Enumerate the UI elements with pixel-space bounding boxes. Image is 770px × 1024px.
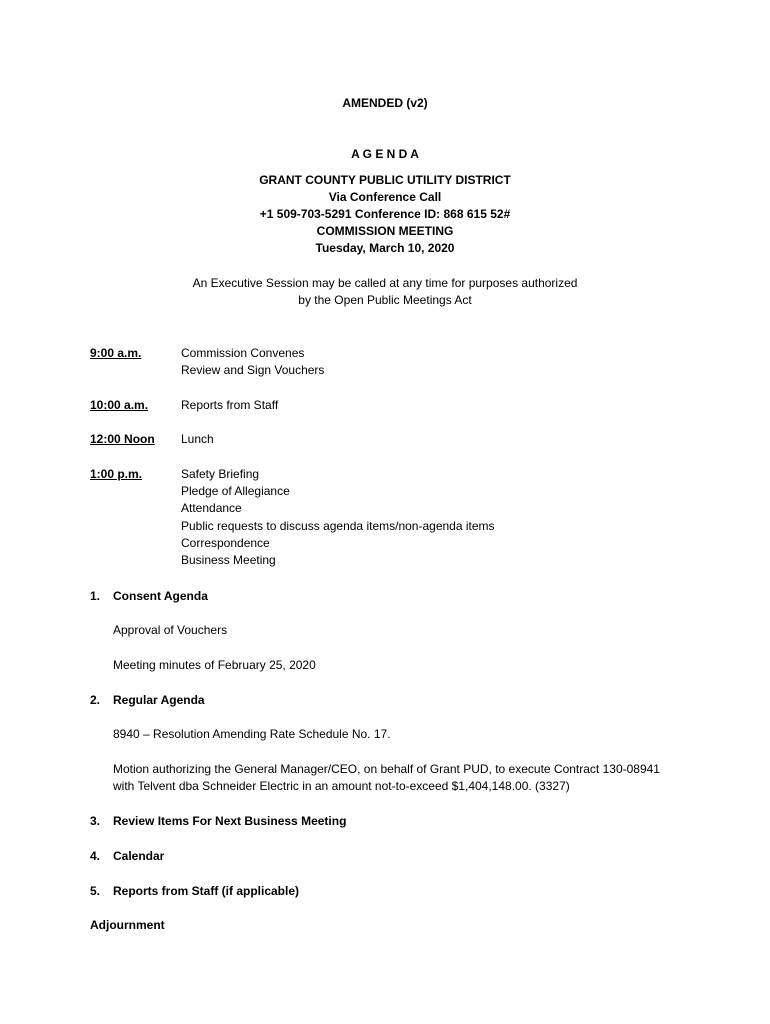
- agenda-title: A G E N D A: [351, 147, 419, 161]
- section-entry: 8940 – Resolution Amending Rate Schedule No. 17.: [113, 727, 391, 741]
- schedule-item: Reports from Staff: [181, 398, 279, 412]
- section-number: 5.: [90, 884, 101, 898]
- phone-conference-id: +1 509-703-5291 Conference ID: 868 615 52#: [259, 207, 511, 221]
- schedule-item: Correspondence: [181, 536, 270, 550]
- section-number: 1.: [90, 589, 101, 603]
- executive-session-note-line2: by the Open Public Meetings Act: [298, 293, 472, 307]
- schedule-item: Public requests to discuss agenda items/non-agenda items: [181, 519, 495, 533]
- section-title-review-items: Review Items For Next Business Meeting: [113, 814, 347, 828]
- adjournment: Adjournment: [90, 918, 165, 932]
- organization-name: GRANT COUNTY PUBLIC UTILITY DISTRICT: [259, 173, 511, 187]
- section-entry: Meeting minutes of February 25, 2020: [113, 658, 316, 672]
- section-title-reports-from-staff: Reports from Staff (if applicable): [113, 884, 300, 898]
- section-number: 3.: [90, 814, 101, 828]
- schedule-item: Safety Briefing: [181, 467, 260, 481]
- schedule-item: Business Meeting: [181, 553, 276, 567]
- schedule-item: Pledge of Allegiance: [181, 484, 290, 498]
- section-entry: Approval of Vouchers: [113, 623, 228, 637]
- amended-label: AMENDED (v2): [342, 96, 428, 110]
- schedule-item: Attendance: [181, 501, 242, 515]
- schedule-item: Review and Sign Vouchers: [181, 363, 325, 377]
- section-title-regular-agenda: Regular Agenda: [113, 693, 205, 707]
- meeting-type: COMMISSION MEETING: [316, 224, 454, 238]
- schedule-time: 1:00 p.m.: [90, 467, 143, 481]
- meeting-date: Tuesday, March 10, 2020: [315, 241, 455, 255]
- schedule-time: 12:00 Noon: [90, 432, 155, 446]
- schedule-item: Lunch: [181, 432, 214, 446]
- section-number: 4.: [90, 849, 101, 863]
- schedule-time: 10:00 a.m.: [90, 398, 149, 412]
- section-title-consent-agenda: Consent Agenda: [113, 589, 208, 603]
- executive-session-note-line1: An Executive Session may be called at any time for purposes authorized: [192, 276, 578, 290]
- via-conference-call: Via Conference Call: [328, 190, 442, 204]
- schedule-time: 9:00 a.m.: [90, 346, 142, 360]
- section-title-calendar: Calendar: [113, 849, 165, 863]
- schedule-item: Commission Convenes: [181, 346, 305, 360]
- section-number: 2.: [90, 693, 101, 707]
- section-entry-motion: Motion authorizing the General Manager/CEO, on behalf of Grant PUD, to execute Contract 130-08941 with Telvent dba Schneider Electric in an amount not-to-exceed $1,404,148.00. (3327): [113, 762, 660, 793]
